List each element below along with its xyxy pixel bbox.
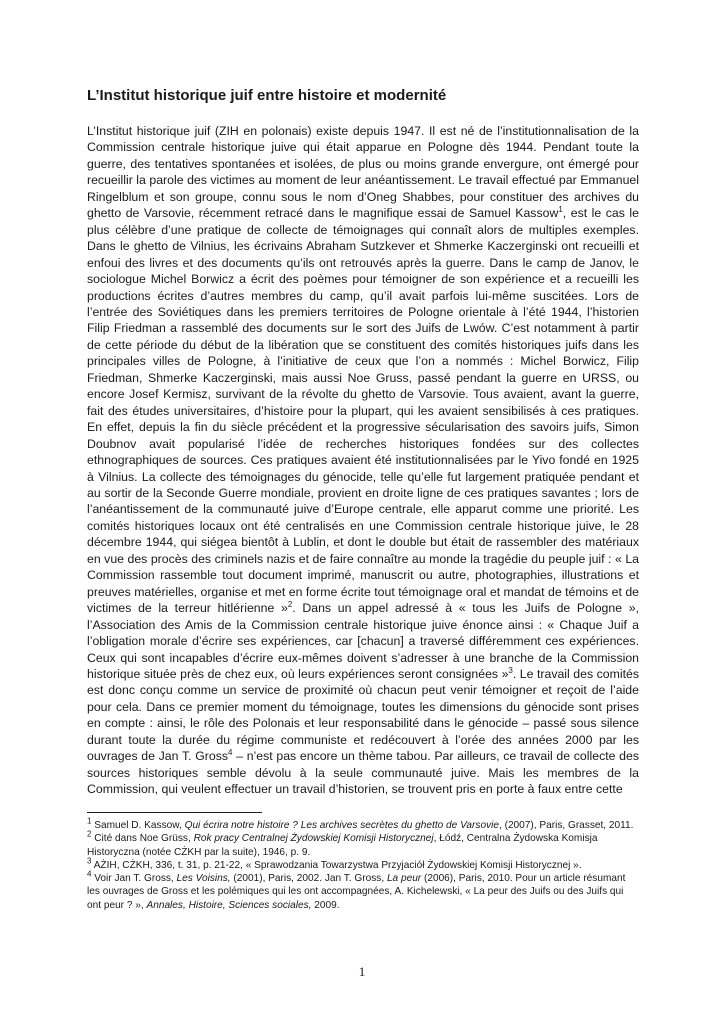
footnote-text: Samuel D. Kassow,: [91, 820, 185, 831]
footnote-text: , Łódź, Centralna Żydowska Komisja Historyczna (notée CŻKH par la suite), 1946, p. 9.: [87, 833, 598, 858]
body-text-part-1: L’Institut historique juif (ZIH en polonais) existe depuis 1947. Il est né de l’institutionnalisation de la Commission centrale historique juive qui était apparue en Pologne dès 1944. Pendant toute la guerre, des tentatives spontanées et isolées, de plus ou moins grande envergure, ont émergé pour recueillir la parole des victimes au moment de leur anéantissement. Le travail effectué par Emmanuel Ringelblum et son groupe, connu sous le nom d’Oneg Shabbes, pour constituer des archives du ghetto de Varsovie, récemment retracé dans le magnifique essai de Samuel Kassow: [87, 124, 639, 221]
footnote-text: AŻIH, CŻKH, 336, t. 31, p. 21-22, « Sprawodzania Towarzystwa Przyjaciół Żydowskiej Komisji Historycznej ».: [91, 859, 582, 871]
footnote-2: [87, 829, 639, 859]
footnote-number: 4: [87, 869, 92, 879]
footnote-text: 2009.: [311, 899, 340, 911]
footnote-text: (2001), Paris, 2002. Jan T. Gross,: [230, 873, 387, 885]
footnote-number: 1: [87, 816, 92, 826]
footnote-book-title: La peur: [386, 873, 422, 885]
body-text-part-5: – n’est pas encore un thème tabou. Par ailleurs, ce travail de collecte des sources historiques semble dévolu à la seule communauté juive. Mais les membres de la Commission, qui veulent effectuer un travail d’historien, se trouvent pris en porte à faux entre cette: [87, 749, 639, 797]
footnote-3: [87, 856, 639, 872]
body-paragraph: [87, 123, 639, 798]
footnote-text: (2006), Paris, 2010. Pour un article résumant les ouvrages de Gross et les polémiques qui les ont accompagnées, A. Kichelewski, « La peur des Juifs ou des Juifs qui ont peur ? »,: [87, 873, 626, 911]
footnote-book-title: Les Voisins,: [176, 873, 231, 885]
page-number: 1: [358, 964, 366, 979]
footnote-book-title: Rok pracy Centralnej Żydowskiej Komisji Historycznej: [193, 833, 434, 845]
body-text-part-2: , est le cas le plus célèbre d’une pratique de collecte de témoignages qui connaît alors de multiples exemples. Dans le ghetto de Vilnius, les écrivains Abraham Sutzkever et Shmerke Kaczerginski ont recueilli et enfoui des livres et des documents qu’ils ont retrouvés après la guerre. Dans le camp de Janov, le sociologue Michel Borwicz a écrit des poèmes pour témoigner de son expérience et a recueilli les productions écrites d’autres membres du camp, qu’il avait parfois lui-même suscitées. Lors de l’entrée des Soviétiques dans les premiers territoires de Pologne orientale à l’été 1944, l’historien Filip Friedman a rassemblé des documents sur le sort des Juifs de Lwów. C’est notamment à partir de cette période du début de la libération que se constituent des comités historiques juifs dans les principales villes de Pologne, à l’initiative de ceux que l’on a nommés : Michel Borwicz, Filip Friedman, Shmerke Kaczerginski, mais aussi Noe Gruss, passé pendant la guerre en URSS, ou encore Josef Kermisz, survivant de la révolte du ghetto de Varsovie. Tous avaient, avant la guerre, fait des études universitaires, d’histoire pour la plupart, qui les avaient sensibilisés à ces pratiques. En effet, depuis la fin du siècle précédent et la progressive sécularisation des savoirs juifs, Simon Doubnov avait popularisé l’idée de recherches historiques fondées sur des collectes ethnographiques de sources. Ces pratiques avaient été institutionnalisées par le Yivo fondé en 1925 à Vilnius. La collecte des témoignages du génocide, telle qu’elle fut largement pratiquée pendant et au sortir de la Seconde Guerre mondiale, provient en droite ligne de ces pratiques savantes ; lors de l’anéantissement de la communauté juive d’Europe centrale, elle apparut comme une priorité. Les comités historiques locaux ont été centralisés en une Commission centrale historique juive, le 28 décembre 1944, qui siégea bientôt à Lublin, et dont le double but était de rassembler des matériaux en vue des procès des criminels nazis et de faire connaître au monde la tragédie du peuple juif : « La Commission rassemble tout document imprimé, manuscrit ou autre, photographies, illustrations et preuves matérielles, organise et met en forme écrite tout témoignage oral et mandat de témoins et de victimes de la terreur hitlérienne »: [87, 206, 639, 616]
footnote-journal-title: Annales, Histoire, Sciences sociales,: [146, 899, 312, 911]
footnote-text: , (2007), Paris, Grasset, 2011.: [498, 820, 634, 831]
footnotes: [87, 816, 639, 912]
footnote-book-title: Qui écrira notre histoire ? Les archives secrètes du ghetto de Varsovie: [184, 820, 499, 831]
footnote-1: [87, 816, 639, 832]
footnote-text: Voir Jan T. Gross,: [91, 873, 177, 885]
footnote-ref-3[interactable]: 3: [508, 665, 513, 675]
footnote-number: 3: [87, 856, 92, 866]
footnote-ref-1[interactable]: 1: [558, 205, 563, 215]
footnote-4: [87, 869, 639, 912]
footnote-separator: [87, 812, 262, 813]
body-text-part-3: . Dans un appel adressé à « tous les Juifs de Pologne », l’Association des Amis de la Commission centrale historique juive énonce ainsi : « Chaque Juif a l’obligation morale d’écrire ses expériences, car [chacun] a traversé différemment ces expériences. Ceux qui sont incapables d’écrire eux-mêmes doivent s’adresser à une branche de la Commission historique située près de chez eux, où leurs expériences seront consignées »: [87, 601, 639, 681]
page-title: L’Institut historique juif entre histoire et modernité: [87, 87, 447, 104]
footnote-text: Cité dans Noe Grüss,: [91, 833, 194, 845]
footnote-ref-4[interactable]: 4: [228, 748, 233, 758]
body-text-part-4: . Le travail des comités est donc conçu comme un service de proximité où chacun peut venir témoigner et reçoit de l’aide pour cela. Dans ce premier moment du témoignage, toutes les dimensions du génocide sont prises en compte : ainsi, le rôle des Polonais et leur responsabilité dans le génocide – passé sous silence durant toute la durée du régime communiste et redécouvert à l’orée des années 2000 par les ouvrages de Jan T. Gross: [87, 666, 639, 764]
footnote-ref-2[interactable]: 2: [287, 600, 293, 610]
footnote-number: 2: [87, 829, 92, 839]
